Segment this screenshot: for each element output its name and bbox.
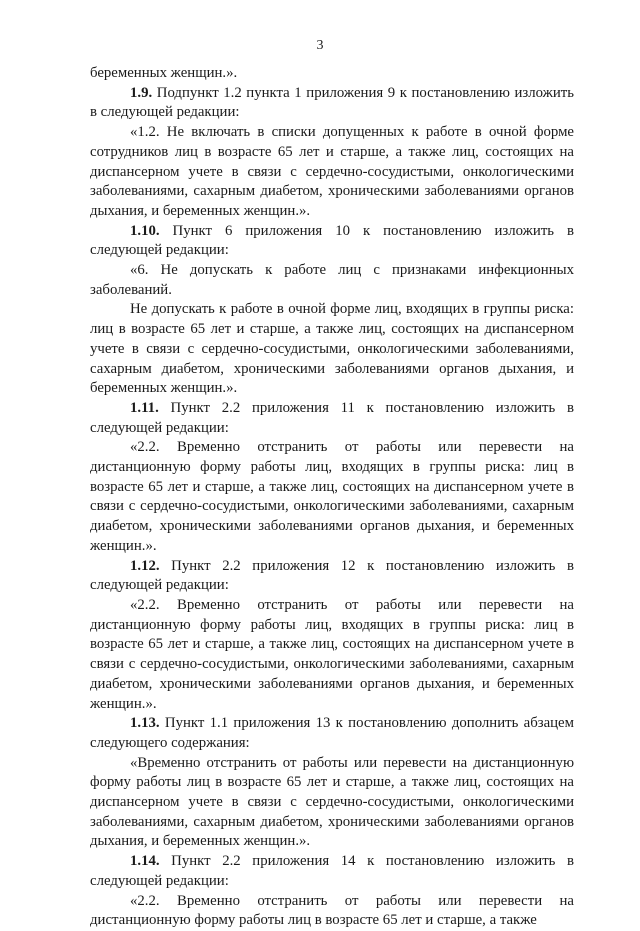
page-number: 3 [316, 38, 324, 53]
paragraph [90, 261, 574, 300]
paragraph-text: «Временно отстранить от работы или перевести на дистанционную форму работы лиц в возрасте 65 лет и старше, а также лиц, состоящих на диспансерном учете в связи с сердечно-сосудистыми, онкологическими заболеваниями, сахарным диабетом, хроническими заболеваниями органов дыхания, и беременных женщин.». [90, 754, 574, 850]
paragraph [90, 300, 574, 399]
clause-number: 1.13. [130, 715, 160, 732]
paragraph [90, 852, 574, 891]
paragraph [90, 892, 574, 931]
paragraph-text: беременных женщин.». [90, 65, 238, 81]
paragraph-text: «1.2. Не включать в списки допущенных к работе в очной форме сотрудников лиц в возрасте 65 лет и старше, а также лиц, состоящих на диспансерном учете в связи с сердечно-сосудистыми, онкологическими заболеваниями, сахарным диабетом, хроническими заболеваниями органов дыхания, и беременных женщин.». [90, 124, 574, 219]
paragraph [90, 596, 574, 714]
paragraph [90, 64, 574, 84]
paragraph-text: Пункт 1.1 приложения 13 к постановлению дополнить абзацем следующего содержания: [90, 715, 574, 751]
document-body [90, 64, 574, 931]
clause-number: 1.11. [130, 399, 159, 416]
paragraph [90, 123, 574, 222]
paragraph-text: Пункт 6 приложения 10 к постановлению изложить в следующей редакции: [90, 222, 574, 259]
paragraph-text: Не допускать к работе в очной форме лиц, входящих в группы риска: лиц в возрасте 65 лет и старше, а также лиц, состоящих на диспансерном учете в связи с сердечно-сосудистыми, онкологическими заболеваниями, сахарным диабетом, хроническими заболеваниями органов дыхания, и беременных женщин.». [90, 301, 574, 397]
paragraph [90, 399, 574, 438]
clause-number: 1.10. [130, 222, 160, 239]
clause-number: 1.9. [130, 84, 153, 101]
paragraph-text: «6. Не допускать к работе лиц с признаками инфекционных заболеваний. [90, 262, 574, 298]
paragraph [90, 438, 574, 556]
paragraph-text: «2.2. Временно отстранить от работы или перевести на дистанционную форму работы лиц в возрасте 65 лет и старше, а также [90, 892, 574, 929]
paragraph-text: Подпункт 1.2 пункта 1 приложения 9 к постановлению изложить в следующей редакции: [90, 84, 574, 121]
clause-number: 1.12. [130, 557, 160, 574]
paragraph-text: «2.2. Временно отстранить от работы или перевести на дистанционную форму работы лиц, входящих в группы риска: лиц в возрасте 65 лет и старше, а также лиц, состоящих на диспансерном учете в связи с сердечно-сосудистыми, онкологическими заболеваниями, сахарным диабетом, хроническими заболеваниями органов дыхания, и беременных женщин.». [90, 439, 574, 554]
paragraph [90, 557, 574, 596]
paragraph-text: Пункт 2.2 приложения 14 к постановлению изложить в следующей редакции: [90, 853, 574, 889]
paragraph [90, 714, 574, 753]
paragraph-text: Пункт 2.2 приложения 11 к постановлению изложить в следующей редакции: [90, 399, 574, 436]
paragraph-text: «2.2. Временно отстранить от работы или перевести на дистанционную форму работы лиц, входящих в группы риска: лиц в возрасте 65 лет и старше, а также лиц, состоящих на диспансерном учете в связи с сердечно-сосудистыми, онкологическими заболеваниями, сахарным диабетом, хроническими заболеваниями органов дыхания, и беременных женщин.». [90, 596, 574, 712]
clause-number: 1.14. [130, 853, 160, 870]
paragraph-text: Пункт 2.2 приложения 12 к постановлению изложить в следующей редакции: [90, 557, 574, 594]
paragraph [90, 84, 574, 123]
paragraph [90, 754, 574, 853]
paragraph [90, 222, 574, 261]
